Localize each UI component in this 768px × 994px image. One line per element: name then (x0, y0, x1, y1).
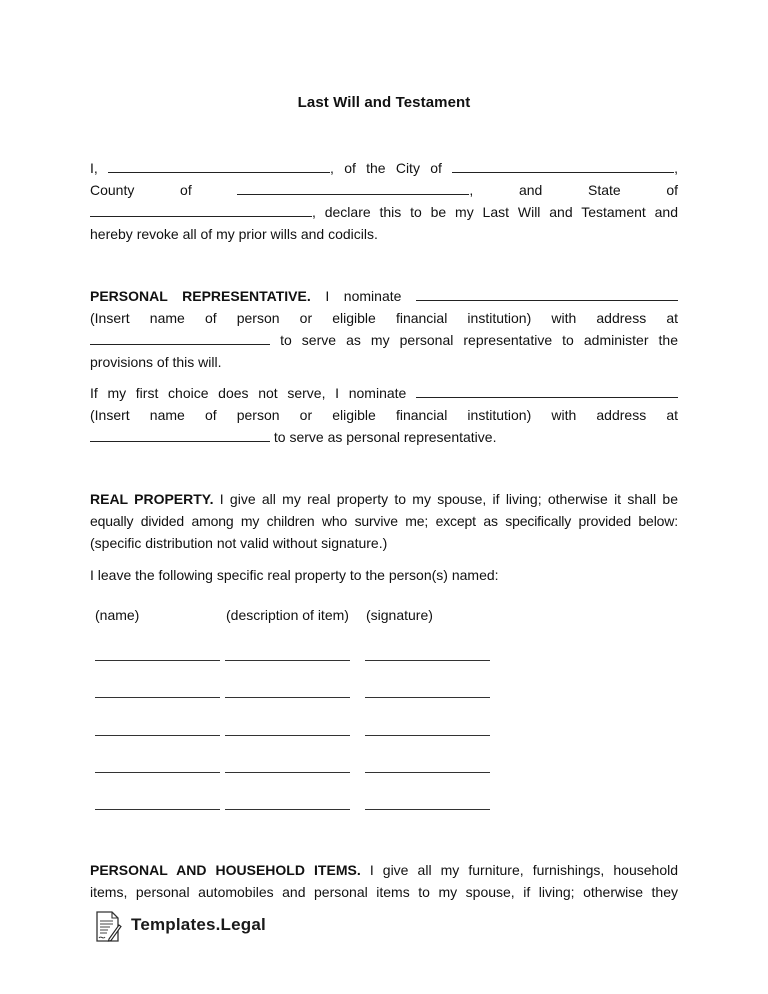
rp-line-1 (90, 488, 678, 510)
intro-line-2 (90, 179, 678, 201)
county-blank[interactable] (237, 182, 469, 195)
signature-blank[interactable] (365, 735, 490, 736)
alternate-representative-paragraph (90, 382, 678, 448)
pr-line-1 (90, 285, 678, 307)
table-row (95, 697, 495, 699)
alt-line-2: (Insert name of person or eligible financial institution) with address at (90, 407, 678, 423)
table-row (95, 772, 495, 774)
signature-blank[interactable] (365, 660, 490, 661)
representative-address-blank[interactable] (90, 332, 270, 345)
alt-text: If my first choice does not serve, I nominate (90, 385, 407, 401)
section-heading: PERSONAL AND HOUSEHOLD ITEMS. (90, 862, 361, 878)
intro-text: , declare this to be my Last Will and Testament and (312, 204, 678, 220)
pr-line-2: (Insert name of person or eligible financial institution) with address at (90, 310, 678, 326)
intro-text: of (666, 182, 679, 198)
intro-line-3 (90, 201, 678, 223)
intro-text: , (674, 160, 679, 176)
representative-name-blank[interactable] (416, 288, 678, 301)
pr-line-3 (90, 329, 678, 351)
real-property-paragraph (90, 488, 678, 554)
intro-text: I, (90, 160, 98, 176)
alt-line-1 (90, 382, 678, 404)
table-row (95, 809, 495, 811)
alt-text: to serve as personal representative. (273, 429, 497, 445)
brand-name: Templates.Legal (131, 915, 266, 934)
table-row (95, 660, 495, 662)
description-blank[interactable] (225, 772, 350, 773)
pr-line-4: provisions of this will. (90, 354, 222, 370)
column-header-name: (name) (95, 607, 140, 623)
household-items-paragraph (90, 859, 678, 903)
city-blank[interactable] (452, 160, 674, 173)
rp-text: I give all my real property to my spouse, if living; otherwise it shall be (219, 491, 678, 507)
alternate-name-blank[interactable] (416, 385, 678, 398)
intro-text: , of the City of (330, 160, 442, 176)
alt-line-3 (90, 426, 678, 448)
column-header-signature: (signature) (366, 607, 433, 623)
name-blank[interactable] (95, 697, 220, 698)
intro-text: , (469, 182, 474, 198)
signature-blank[interactable] (365, 772, 490, 773)
description-blank[interactable] (225, 660, 350, 661)
intro-text: State (587, 182, 621, 198)
testator-name-blank[interactable] (108, 160, 330, 173)
section-heading: REAL PROPERTY. (90, 491, 214, 507)
name-blank[interactable] (95, 809, 220, 810)
description-blank[interactable] (225, 735, 350, 736)
intro-paragraph (90, 157, 678, 245)
signature-blank[interactable] (365, 809, 490, 810)
hh-line-1 (90, 859, 678, 881)
section-heading: PERSONAL REPRESENTATIVE. (90, 288, 311, 304)
rp-line-3: (specific distribution not valid without signature.) (90, 535, 388, 551)
intro-line-1 (90, 157, 678, 179)
hh-text: I give all my furniture, furnishings, household (369, 862, 678, 878)
rp-line-4: I leave the following specific real property to the person(s) named: (90, 567, 499, 583)
rp-line-2: equally divided among my children who survive me; except as specifically provided below: (90, 513, 678, 529)
document-pen-icon (94, 910, 122, 944)
alternate-address-blank[interactable] (90, 429, 270, 442)
personal-representative-paragraph (90, 285, 678, 373)
intro-text: and (518, 182, 543, 198)
document-title: Last Will and Testament (297, 94, 471, 111)
column-header-description: (description of item) (226, 607, 349, 623)
name-blank[interactable] (95, 772, 220, 773)
description-blank[interactable] (225, 809, 350, 810)
pr-text: to serve as my personal representative to administer the (280, 332, 678, 348)
intro-line-4: hereby revoke all of my prior wills and codicils. (90, 226, 378, 242)
pr-text: I nominate (325, 288, 402, 304)
state-blank[interactable] (90, 204, 312, 217)
intro-text: of (180, 182, 192, 198)
signature-blank[interactable] (365, 697, 490, 698)
description-blank[interactable] (225, 697, 350, 698)
name-blank[interactable] (95, 735, 220, 736)
table-row (95, 735, 495, 737)
real-property-instruction (90, 564, 678, 586)
name-blank[interactable] (95, 660, 220, 661)
hh-line-2: items, personal automobiles and personal items to my spouse, if living; otherwise they (90, 884, 678, 900)
intro-text: County (90, 182, 135, 198)
